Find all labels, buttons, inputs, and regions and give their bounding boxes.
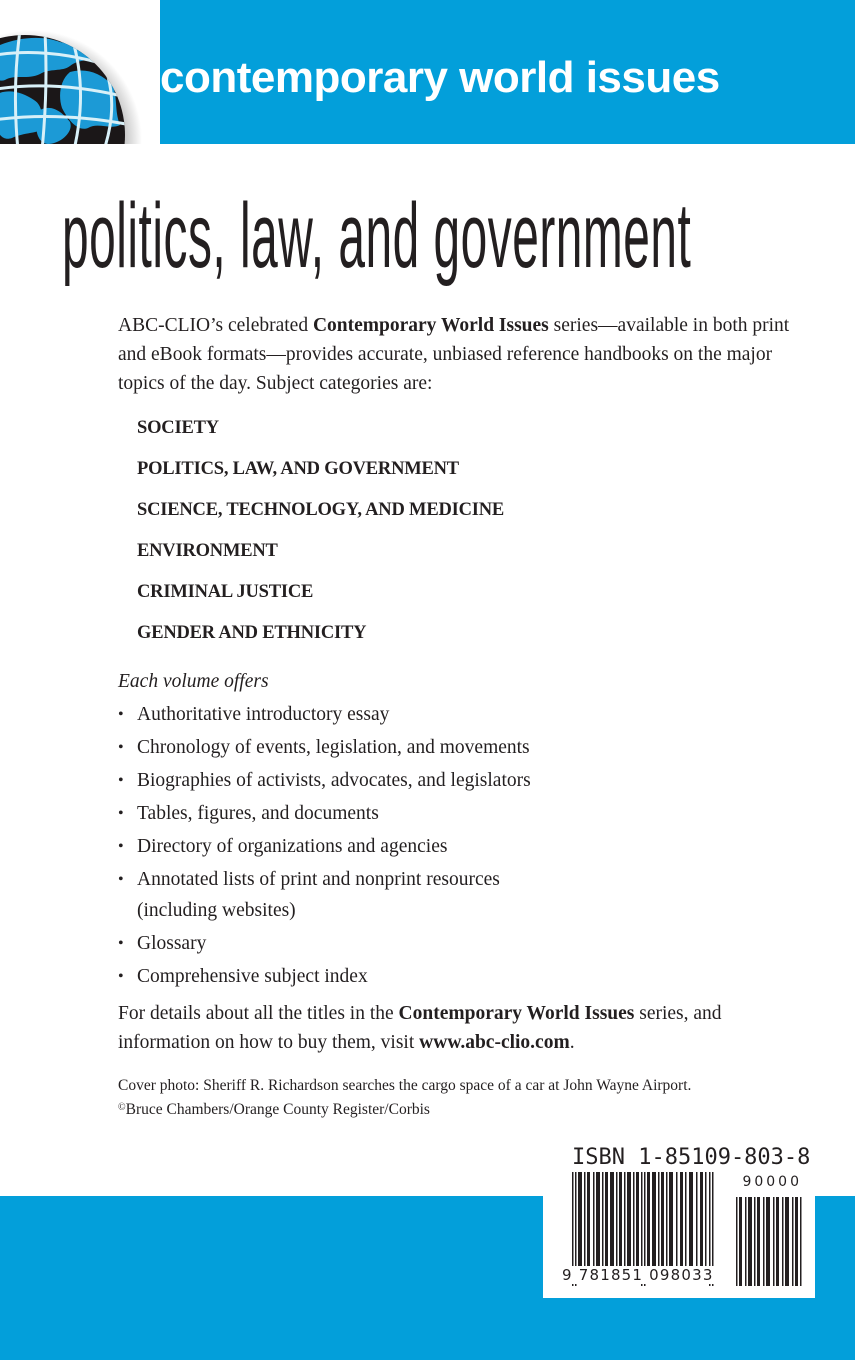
- offers-label: Each volume offers: [118, 671, 269, 692]
- credit-attribution: Bruce Chambers/Orange County Register/Corbis: [125, 1101, 430, 1118]
- addon-barcode-icon: [736, 1197, 802, 1286]
- intro-text: ABC-CLIO’s celebrated: [118, 315, 313, 336]
- closing-text: For details about all the titles in the: [118, 1003, 399, 1024]
- bullet-icon: •: [118, 838, 124, 855]
- category-item: SOCIETY: [137, 418, 219, 438]
- offer-text: Authoritative introductory essay: [137, 704, 390, 725]
- offer-item: [118, 960, 798, 993]
- offer-text: Biographies of activists, advocates, and legislators: [137, 770, 531, 791]
- isbn-label: ISBN 1-85109-803-8: [572, 1145, 811, 1170]
- series-name: contemporary world issues: [160, 53, 720, 102]
- subject-categories-list: [137, 408, 798, 654]
- intro-text-continued: series—available in both print and eBook formats—provides accurate, unbiased reference handbooks on the major topics of the day. Subject categories are:: [118, 315, 790, 394]
- category-item: SCIENCE, TECHNOLOGY, AND MEDICINE: [137, 500, 505, 520]
- offer-item: [118, 731, 798, 764]
- offer-text: Annotated lists of print and nonprint resources: [137, 869, 500, 890]
- closing-period: .: [569, 1032, 575, 1053]
- ean-number: 9 781851 098033: [562, 1266, 714, 1284]
- offer-text-continued: (including websites): [137, 900, 296, 921]
- offer-text: Directory of organizations and agencies: [137, 836, 448, 857]
- offer-text: Glossary: [137, 933, 207, 954]
- cover-photo-credit: [118, 1075, 798, 1121]
- bullet-icon: •: [118, 739, 124, 756]
- offer-item: [118, 863, 798, 927]
- bullet-icon: •: [118, 968, 124, 985]
- globe-icon: [0, 0, 160, 144]
- offers-list: [118, 698, 798, 993]
- offer-item: [118, 927, 798, 960]
- offer-item: [118, 698, 798, 731]
- bullet-icon: •: [118, 871, 124, 888]
- series-name-bold: Contemporary World Issues: [312, 315, 549, 336]
- category-item: GENDER AND ETHNICITY: [137, 623, 367, 643]
- book-title: politics, law, and government: [62, 185, 692, 287]
- intro-paragraph: [118, 311, 798, 398]
- offer-item: [118, 830, 798, 863]
- description: [118, 311, 798, 1121]
- addon-number: 90000: [742, 1174, 802, 1190]
- offer-item: [118, 764, 798, 797]
- bullet-icon: •: [118, 706, 124, 723]
- series-name-bold: Contemporary World Issues: [398, 1003, 635, 1024]
- website-link[interactable]: www.abc-clio.com: [419, 1032, 570, 1053]
- offer-text: Chronology of events, legislation, and movements: [137, 737, 530, 758]
- bullet-icon: •: [118, 805, 124, 822]
- bullet-icon: •: [118, 772, 124, 789]
- offer-text: Comprehensive subject index: [137, 966, 368, 987]
- bullet-icon: •: [118, 935, 124, 952]
- credit-caption: Cover photo: Sheriff R. Richardson searches the cargo space of a car at John Wayne Airport.: [118, 1077, 692, 1094]
- copyright-icon: ©: [118, 1102, 126, 1113]
- closing-text-continued: series, and information on how to buy them, visit: [118, 1003, 722, 1053]
- barcode-box: [543, 1140, 815, 1298]
- category-item: CRIMINAL JUSTICE: [137, 582, 314, 602]
- offer-item: [118, 797, 798, 830]
- closing-paragraph: [118, 999, 798, 1057]
- category-item: ENVIRONMENT: [137, 541, 278, 561]
- category-item: POLITICS, LAW, AND GOVERNMENT: [137, 459, 459, 479]
- offer-text: Tables, figures, and documents: [137, 803, 379, 824]
